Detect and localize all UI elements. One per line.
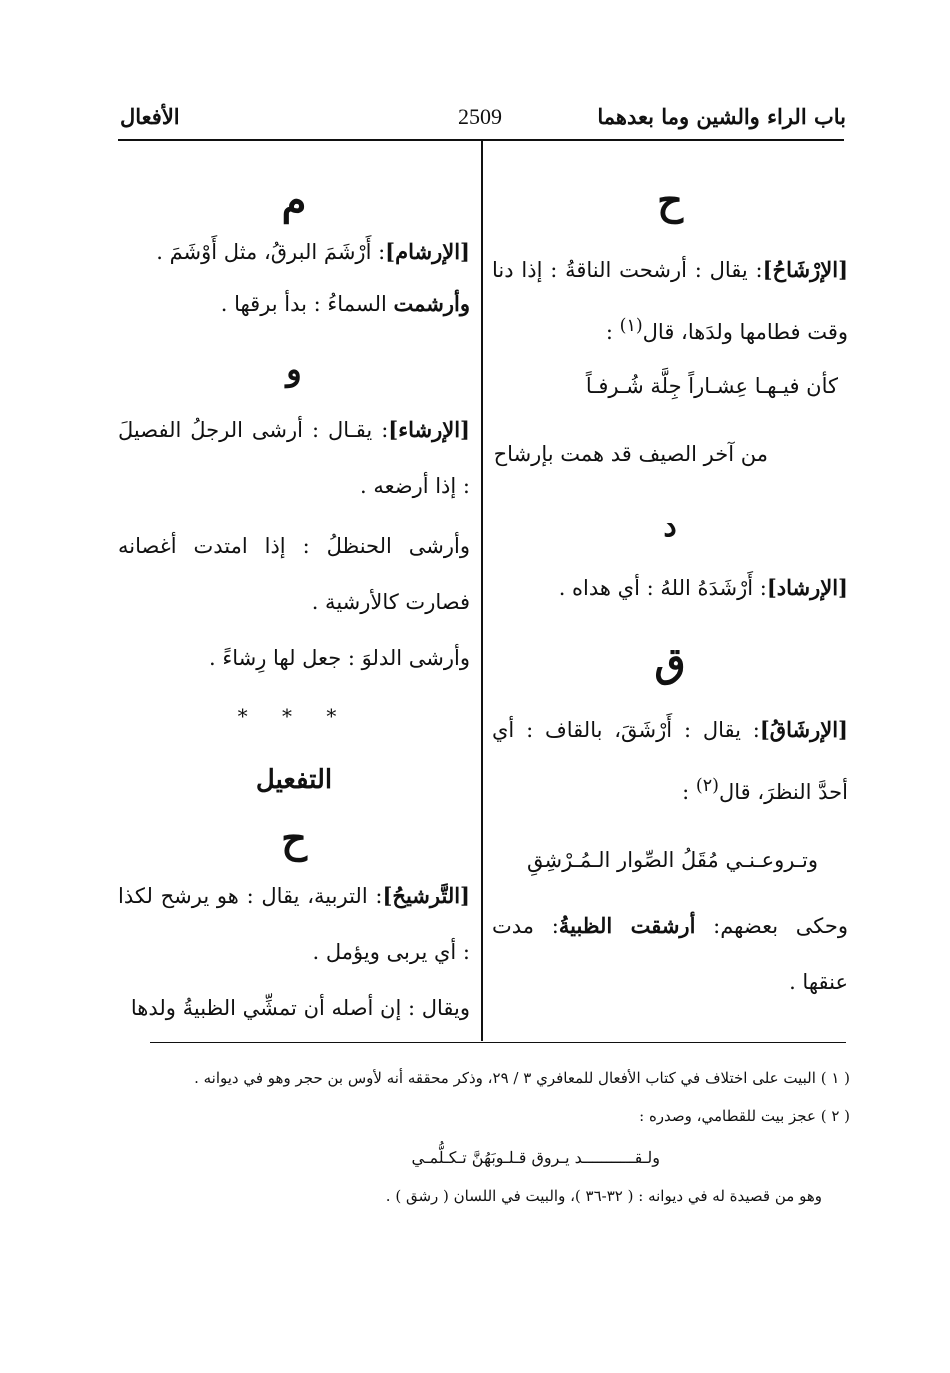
entry-irshah-colon: : [605,320,613,344]
entry-arshamat [118,290,470,318]
entry-irshad [492,574,848,602]
letter-heading-waw: و [286,350,302,388]
section-title-tafil: التفعيل [255,765,333,795]
entry-hikaya-rest: : مدت عنقها . [492,914,848,994]
entry-tarshih-text: : التربية، يقال : هو يرشح لكذا : أي يربى ويؤمل . [118,884,470,964]
entry-irsha [118,402,470,514]
footnote-ref-1: (١) [619,316,643,336]
entry-tarshih [118,868,470,980]
entry-irsham-headword: [الإرشام] [385,239,470,264]
footnote-2-verse: ولـقـــــــــــد يـروق قـلـوبَهُنَّ تـكـلُّمـي [411,1148,660,1167]
letter-heading-qaf: ق [654,639,686,686]
entry-irshad-text: : أَرْشَدَهُ اللهُ : أي هداه . [558,576,767,600]
letter-heading-mim: م [281,177,307,224]
footnote-2-source: وهو من قصيدة له في ديوانه : ( ٣٢-٣٦ )، والبيت في اللسان ( رشق ) . [385,1187,822,1205]
page-number: 2509 [458,104,502,129]
left-column [118,160,470,1022]
entry-arsha-hanzal: وأرشى الحنظلُ : إذا امتدت أغصانه فصارت كالأرشية . [118,534,470,614]
column-divider [481,141,483,1041]
entry-arshamat-bold: وأرشمت [393,291,470,316]
entry-irshaq-headword: [الإرشَاقُ] [759,717,848,742]
entry-irsha-text: : يقـال : أرشى الرجلُ الفصيلَ : إذا أرضعه . [118,418,470,498]
entry-irshaq [492,702,848,820]
entry-irshah-headword: [الإرْشَاحُ] [762,257,848,282]
poem1-first-hemistich: كأن فيـهـا عِشـاراً جِلَّة شُـرفـاً [585,374,838,398]
entry-irshaq-colon: : [682,780,690,804]
section-header: الأفعال [120,104,180,129]
entry-irshaq-text: : يقال : أَرْشَقَ، بالقاف : أي أحدَّ النظرَ، قال [492,718,848,804]
letter-heading-dal: د [663,509,677,544]
entry-hikaya [492,898,848,1010]
entry-irsham [118,238,470,266]
chapter-title: باب الراء والشين وما بعدهما [597,104,846,129]
entry-irshad-headword: [الإرشاد] [766,575,848,600]
footnote-2: ( ٢ ) عجز بيت للقطامي، وصدره : [639,1107,850,1125]
poem1-second-hemistich: من آخر الصيف قد همت بإرشاح [493,442,768,466]
right-column [492,160,848,1010]
section-separator-stars: * * * [237,704,351,728]
letter-heading-ha-2: ح [281,815,307,862]
entry-arsha-dalw: وأرشى الدلوَ : جعل لها رِشاءً . [208,646,470,670]
footnote-rule [150,1042,846,1043]
footnote-1: ( ١ ) البيت على اختلاف في كتاب الأفعال للمعافري ٣ / ٢٩، وذكر محققه أنه لأوس بن حجر وهو في ديوانه . [194,1069,850,1087]
footnote-ref-2: (٢) [695,776,719,796]
entry-irsham-text: : أَرْشَمَ البرقُ، مثل أَوْشَمَ . [156,240,386,264]
entry-irsha-headword: [الإرشاء] [388,417,470,442]
entry-tarshih-headword: [التَّرشيحُ] [382,883,470,908]
entry-arshamat-rest: السماءُ : بدأ برقها . [220,292,387,316]
entry-hikaya-bold: أرشقت الظبيةُ [558,913,696,938]
entry-hikaya-prefix: وحكى بعضهم: [713,914,848,938]
entry-tarshih-more: ويقال : إن أصله أن تمشِّي الظبيةُ ولدها [130,996,470,1020]
entry-irshah [492,242,848,360]
poem2-hemistich: وتـروعـنـي مُقَلُ الصِّوار الـمُـرْشِقِ [527,848,818,872]
letter-heading-ha: ح [657,177,683,224]
entry-irshah-text: : يقال : أرشحت الناقةُ : إذا دنا وقت فطامها ولدَها، قال [492,258,848,344]
